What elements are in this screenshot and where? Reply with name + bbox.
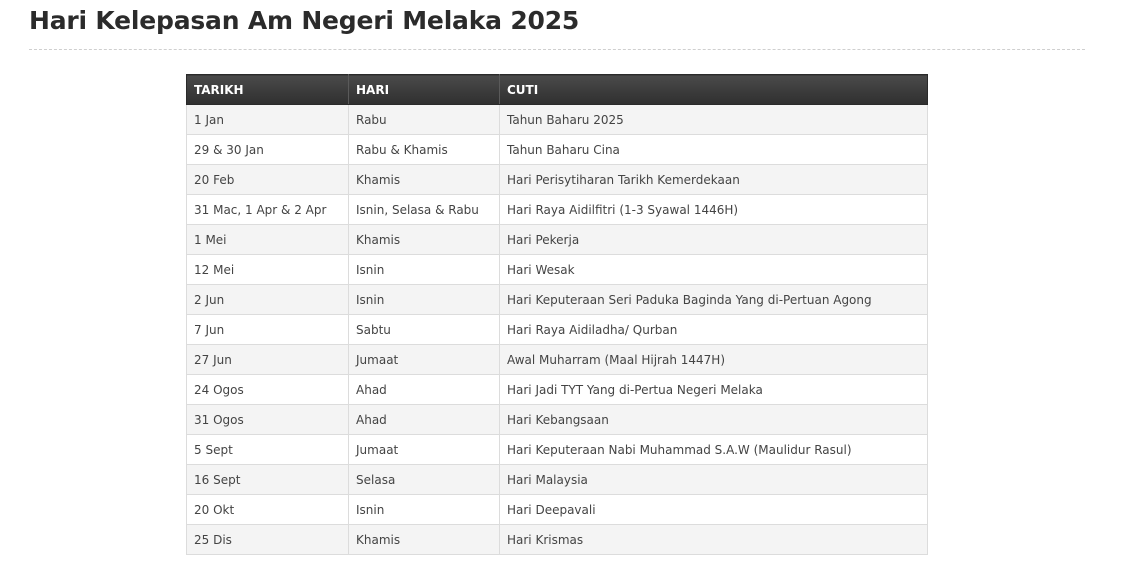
cell-hari: Isnin, Selasa & Rabu [349,195,500,225]
cell-hari: Isnin [349,495,500,525]
column-header-cuti: CUTI [500,75,928,105]
cell-tarikh: 2 Jun [187,285,349,315]
cell-hari: Sabtu [349,315,500,345]
table-row [187,195,928,225]
cell-hari: Jumaat [349,435,500,465]
cell-hari: Khamis [349,225,500,255]
cell-cuti: Awal Muharram (Maal Hijrah 1447H) [500,345,928,375]
holiday-table [186,74,928,555]
table-row [187,315,928,345]
cell-tarikh: 20 Okt [187,495,349,525]
table-row [187,165,928,195]
cell-tarikh: 31 Ogos [187,405,349,435]
cell-tarikh: 5 Sept [187,435,349,465]
column-header-tarikh: TARIKH [187,75,349,105]
cell-tarikh: 1 Mei [187,225,349,255]
table-row [187,135,928,165]
table-body [187,105,928,555]
cell-cuti: Hari Wesak [500,255,928,285]
cell-cuti: Hari Pekerja [500,225,928,255]
cell-hari: Isnin [349,285,500,315]
cell-cuti: Hari Jadi TYT Yang di-Pertua Negeri Melaka [500,375,928,405]
cell-hari: Rabu [349,105,500,135]
cell-hari: Jumaat [349,345,500,375]
cell-cuti: Hari Krismas [500,525,928,555]
table-row [187,495,928,525]
cell-tarikh: 27 Jun [187,345,349,375]
table-row [187,465,928,495]
cell-tarikh: 24 Ogos [187,375,349,405]
cell-cuti: Hari Keputeraan Nabi Muhammad S.A.W (Maulidur Rasul) [500,435,928,465]
table-row [187,225,928,255]
cell-cuti: Tahun Baharu Cina [500,135,928,165]
cell-tarikh: 16 Sept [187,465,349,495]
cell-hari: Isnin [349,255,500,285]
table-row [187,405,928,435]
cell-hari: Ahad [349,405,500,435]
cell-hari: Rabu & Khamis [349,135,500,165]
cell-tarikh: 12 Mei [187,255,349,285]
table-row [187,435,928,465]
cell-cuti: Hari Raya Aidilfitri (1-3 Syawal 1446H) [500,195,928,225]
cell-tarikh: 25 Dis [187,525,349,555]
cell-hari: Selasa [349,465,500,495]
column-header-hari: HARI [349,75,500,105]
cell-hari: Ahad [349,375,500,405]
table-header [187,75,928,105]
cell-cuti: Hari Kebangsaan [500,405,928,435]
table-header-row [187,75,928,105]
cell-hari: Khamis [349,525,500,555]
cell-cuti: Tahun Baharu 2025 [500,105,928,135]
table-row [187,255,928,285]
holiday-table-container [186,74,927,555]
cell-tarikh: 7 Jun [187,315,349,345]
table-row [187,525,928,555]
cell-hari: Khamis [349,165,500,195]
table-row [187,105,928,135]
page-title: Hari Kelepasan Am Negeri Melaka 2025 [29,6,580,35]
table-row [187,285,928,315]
table-row [187,345,928,375]
cell-cuti: Hari Keputeraan Seri Paduka Baginda Yang di-Pertuan Agong [500,285,928,315]
cell-tarikh: 20 Feb [187,165,349,195]
cell-tarikh: 29 & 30 Jan [187,135,349,165]
cell-cuti: Hari Malaysia [500,465,928,495]
cell-tarikh: 31 Mac, 1 Apr & 2 Apr [187,195,349,225]
cell-cuti: Hari Perisytiharan Tarikh Kemerdekaan [500,165,928,195]
table-row [187,375,928,405]
title-divider [29,49,1085,50]
cell-tarikh: 1 Jan [187,105,349,135]
cell-cuti: Hari Deepavali [500,495,928,525]
cell-cuti: Hari Raya Aidiladha/ Qurban [500,315,928,345]
